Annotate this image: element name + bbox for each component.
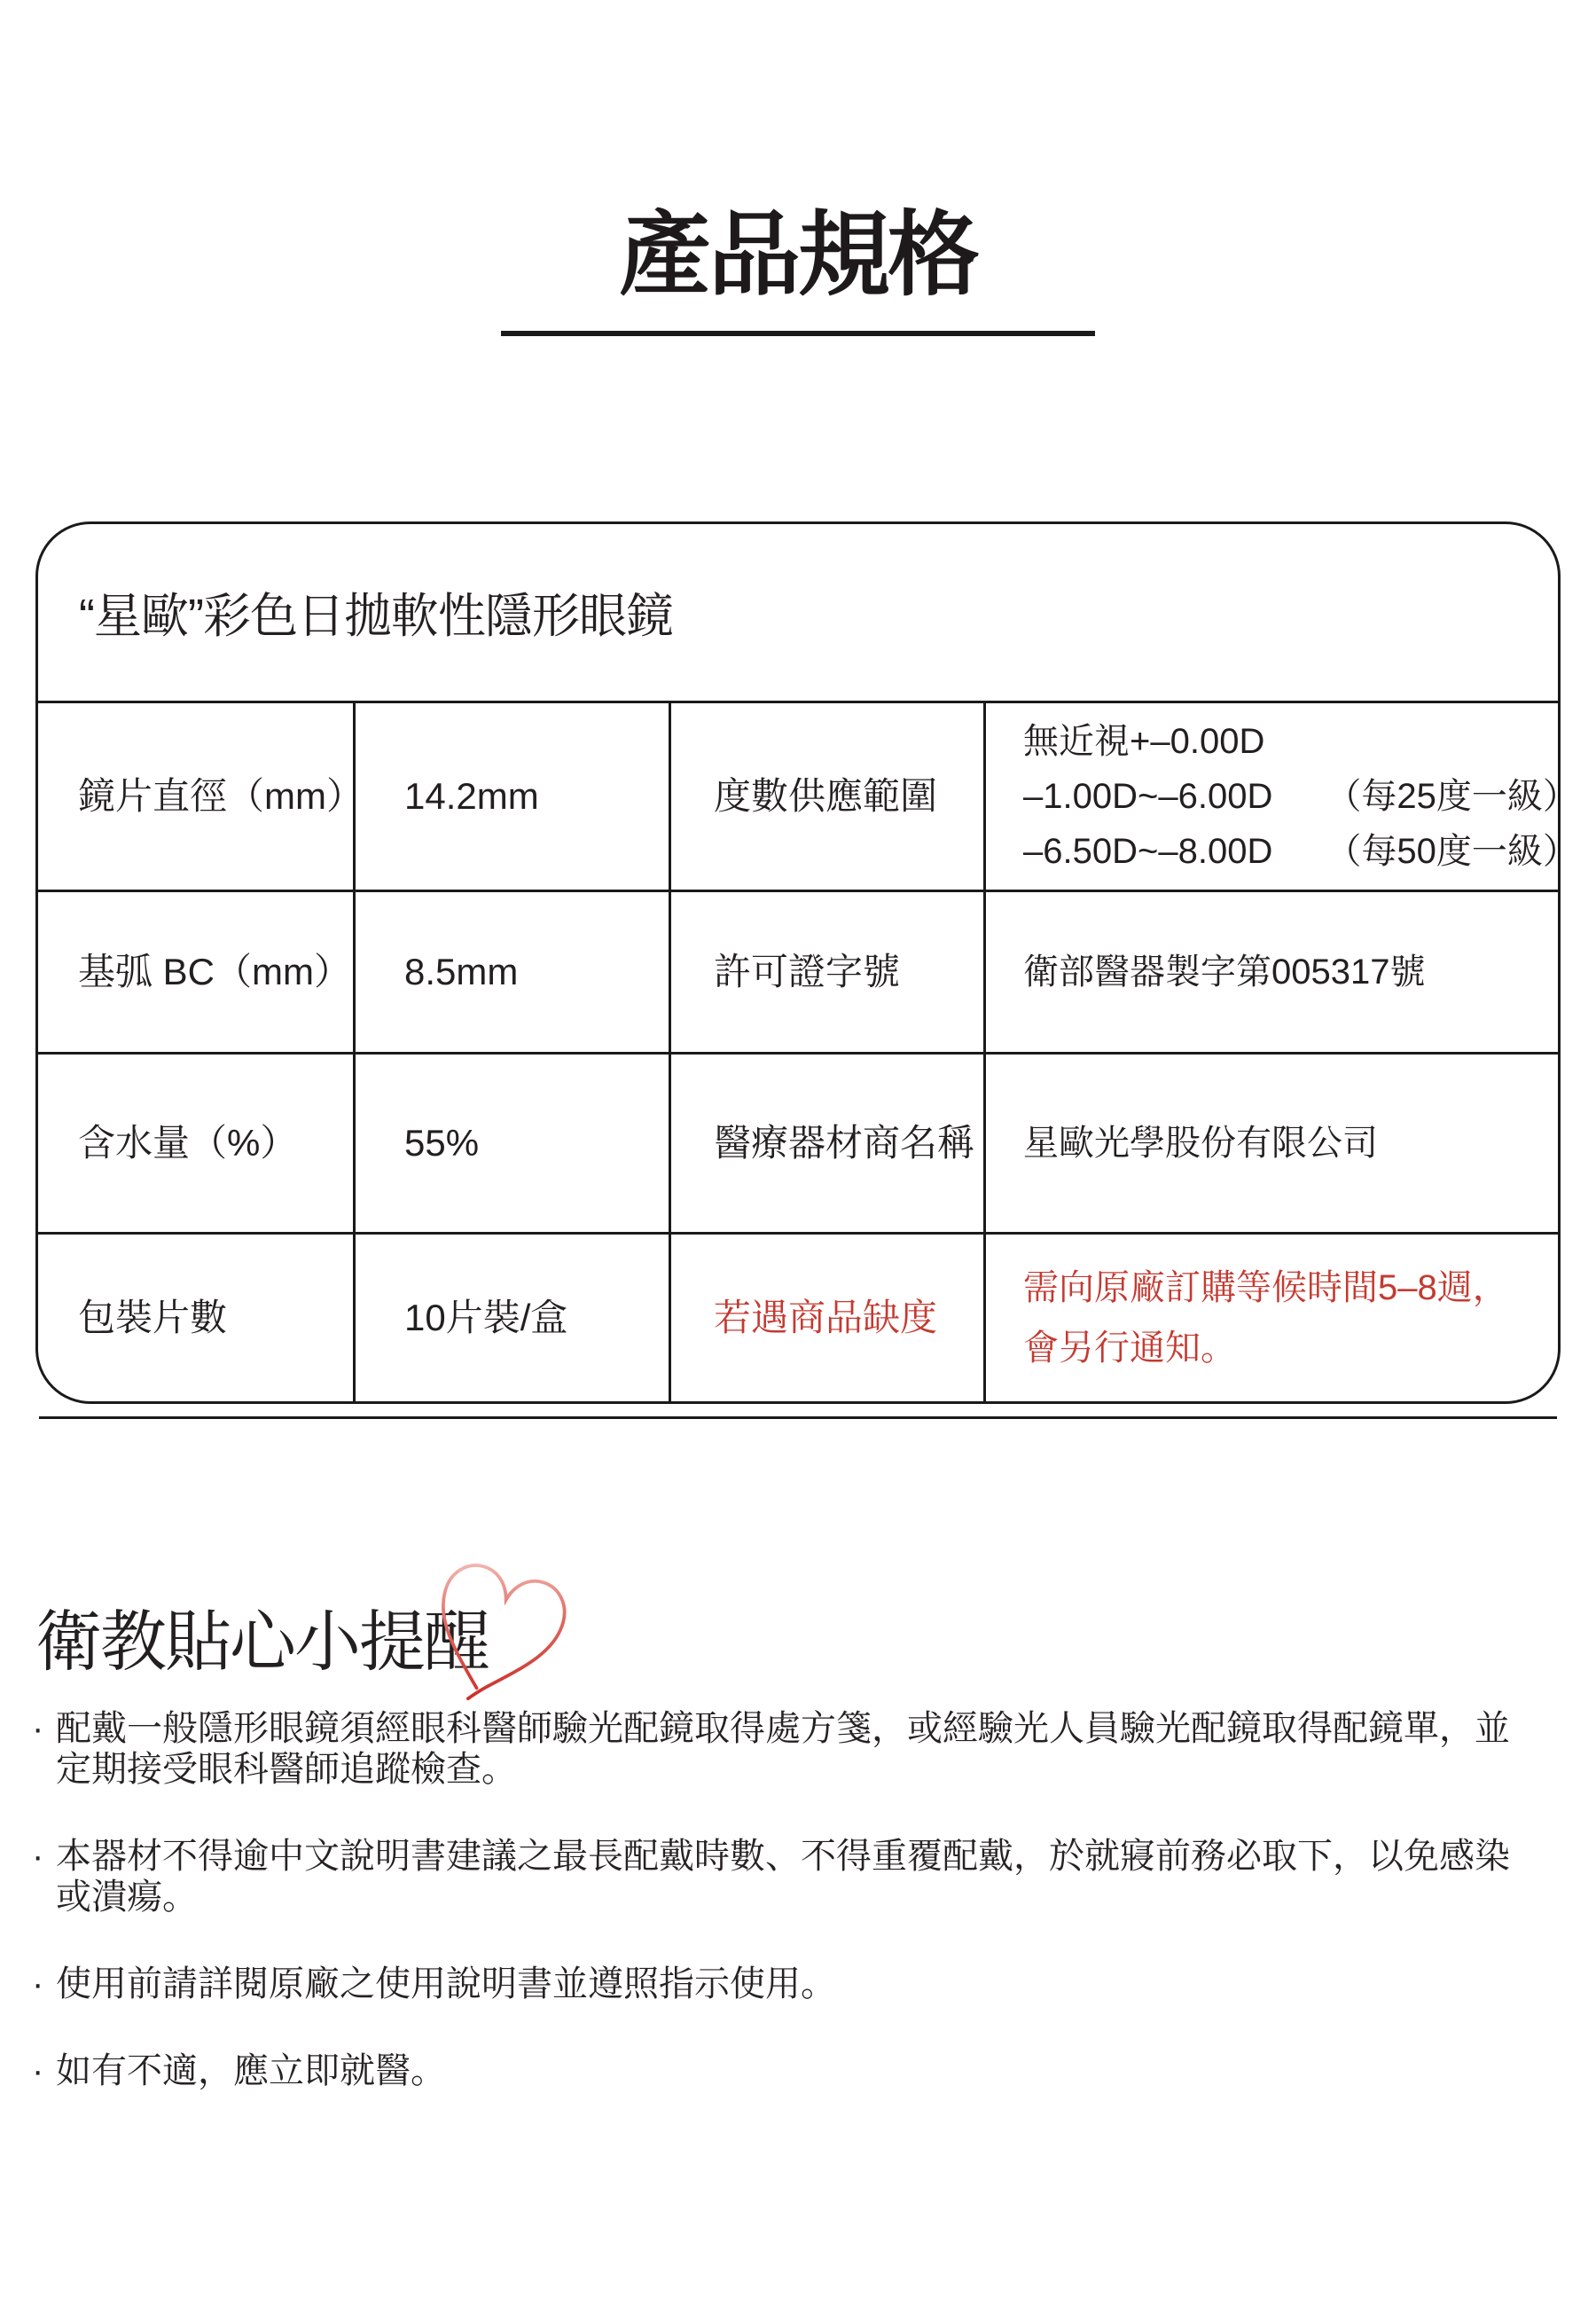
row-label: 許可證字號 bbox=[669, 892, 983, 1052]
row-value-shortage-note bbox=[983, 1235, 1558, 1401]
row-label: 醫療器材商名稱 bbox=[669, 1055, 983, 1232]
power-range-line: –1.00D~–6.00D （每25度一級） bbox=[1023, 777, 1578, 816]
power-range-line: –6.50D~–8.00D （每50度一級） bbox=[1023, 832, 1578, 871]
shortage-note-line: 需向原廠訂購等候時間5–8週， bbox=[1023, 1268, 1508, 1307]
notice-list bbox=[32, 1708, 1541, 2137]
list-item bbox=[32, 1836, 1541, 1917]
row-value bbox=[983, 703, 1578, 890]
table-row bbox=[38, 1232, 1558, 1401]
title-underline bbox=[501, 331, 1095, 336]
notice-text: 配戴一般隱形眼鏡須經眼科醫師驗光配鏡取得處方箋，或經驗光人員驗光配鏡取得配鏡單，並定期接受眼科醫師追蹤檢查。 bbox=[56, 1709, 1510, 1789]
row-label: 鏡片直徑（mm） bbox=[78, 774, 364, 817]
page-title: 產品規格 bbox=[618, 204, 977, 307]
table-row bbox=[38, 701, 1578, 890]
product-name: “星歐”彩色日拋軟性隱形眼鏡 bbox=[79, 590, 673, 643]
notice-text: 本器材不得逾中文說明書建議之最長配戴時數、不得重覆配戴，於就寢前務必取下，以免感染或潰瘍。 bbox=[56, 1837, 1510, 1917]
power-range-line: 無近視+–0.00D bbox=[1023, 722, 1265, 761]
row-label-shortage: 若遇商品缺度 bbox=[669, 1235, 983, 1401]
shortage-note-line: 會另行通知。 bbox=[1023, 1329, 1236, 1368]
list-item bbox=[32, 1708, 1541, 1790]
table-row bbox=[38, 890, 1558, 1052]
row-label: 度數供應範圍 bbox=[669, 703, 983, 890]
notice-text: 如有不適，應立即就醫。 bbox=[56, 2051, 446, 2090]
table-bottom-line bbox=[39, 1416, 1557, 1419]
row-value: 星歐光學股份有限公司 bbox=[983, 1055, 1558, 1232]
row-label: 包裝片數 bbox=[78, 1296, 228, 1338]
bullet-icon: · bbox=[32, 1709, 44, 1748]
row-value: 55% bbox=[353, 1055, 669, 1232]
bullet-icon: · bbox=[32, 1964, 44, 2003]
row-label: 基弧 BC（mm） bbox=[78, 950, 351, 992]
notice-heading: 衛教貼心小提醒 bbox=[35, 1604, 489, 1679]
bullet-icon: · bbox=[32, 1837, 44, 1876]
list-item bbox=[32, 2050, 1541, 2091]
table-row bbox=[38, 1052, 1558, 1232]
list-item bbox=[32, 1964, 1541, 2004]
row-value: 衛部醫器製字第005317號 bbox=[983, 892, 1558, 1052]
row-value: 10片裝/盒 bbox=[353, 1235, 669, 1401]
bullet-icon: · bbox=[32, 2051, 44, 2090]
row-value: 8.5mm bbox=[353, 892, 669, 1052]
row-value: 14.2mm bbox=[353, 703, 669, 890]
notice-text: 使用前請詳閱原廠之使用說明書並遵照指示使用。 bbox=[56, 1964, 836, 2003]
spec-table bbox=[35, 521, 1578, 1404]
heart-icon bbox=[427, 1556, 567, 1708]
row-label: 含水量（%） bbox=[78, 1121, 298, 1164]
